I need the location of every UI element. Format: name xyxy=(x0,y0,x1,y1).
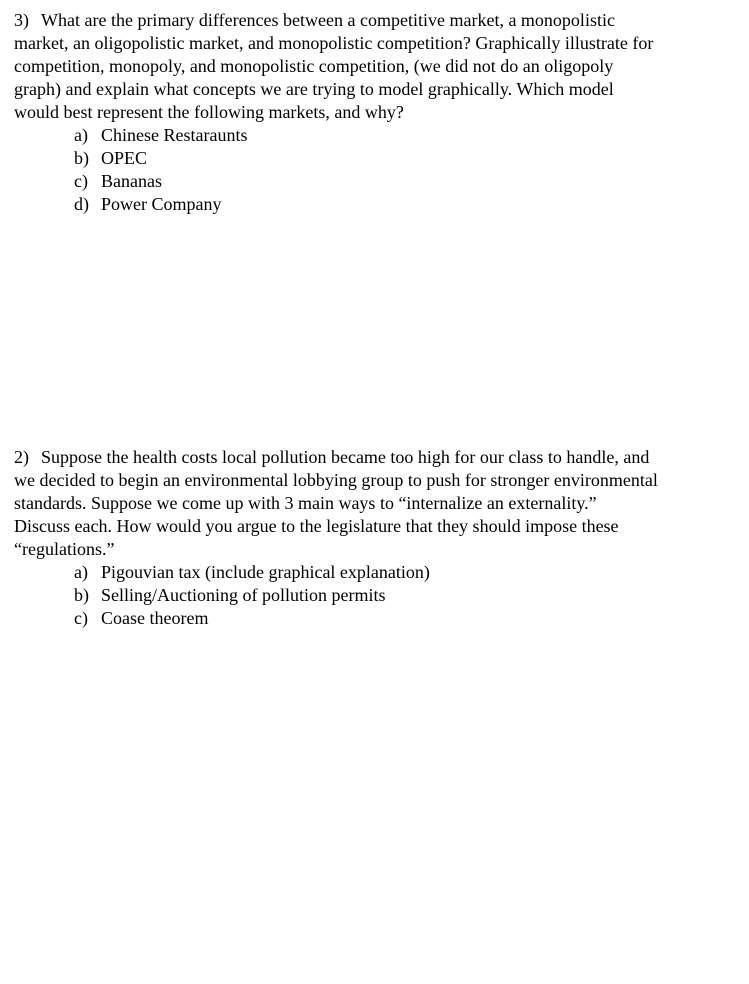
list-item-marker: c) xyxy=(74,608,88,628)
question-2-text-line: Suppose the health costs local pollution became too high for our class to handle, and xyxy=(41,447,650,467)
question-3-line-4: graph) and explain what concepts we are trying to model graphically. Which model xyxy=(14,79,614,99)
question-3 xyxy=(14,9,736,216)
list-item-text: Coase theorem xyxy=(101,608,209,628)
question-3-number: 3) xyxy=(14,10,29,30)
list-item-text: Bananas xyxy=(101,171,162,191)
question-3-item-list xyxy=(14,124,736,216)
list-item-marker: d) xyxy=(74,194,89,214)
list-item xyxy=(14,561,736,584)
list-item xyxy=(14,193,736,216)
question-2-line-2: we decided to begin an environmental lobbying group to push for stronger environmental xyxy=(14,470,658,490)
list-item xyxy=(14,584,736,607)
question-2-line-3: standards. Suppose we come up with 3 main ways to “internalize an externality.” xyxy=(14,493,597,513)
list-item-marker: c) xyxy=(74,171,88,191)
question-2-line-5: “regulations.” xyxy=(14,539,115,559)
list-item-text: OPEC xyxy=(101,148,148,168)
question-3-line-1 xyxy=(14,9,736,32)
list-item-marker: b) xyxy=(74,585,89,605)
question-2-number: 2) xyxy=(14,447,29,467)
list-item-text: Power Company xyxy=(101,194,222,214)
list-item xyxy=(14,607,736,630)
question-3-text-line: What are the primary differences between a competitive market, a monopolistic xyxy=(41,10,615,30)
list-item xyxy=(14,147,736,170)
question-3-line-5: would best represent the following markets, and why? xyxy=(14,102,404,122)
question-2-line-1 xyxy=(14,446,736,469)
list-item-text: Selling/Auctioning of pollution permits xyxy=(101,585,386,605)
list-item xyxy=(14,170,736,193)
list-item-marker: b) xyxy=(74,148,89,168)
list-item xyxy=(14,124,736,147)
question-2-line-4: Discuss each. How would you argue to the legislature that they should impose these xyxy=(14,516,619,536)
list-item-text: Pigouvian tax (include graphical explanation) xyxy=(101,562,430,582)
list-item-text: Chinese Restaraunts xyxy=(101,125,248,145)
question-2 xyxy=(14,446,736,630)
list-item-marker: a) xyxy=(74,125,88,145)
question-3-line-3: competition, monopoly, and monopolistic competition, (we did not do an oligopoly xyxy=(14,56,614,76)
question-3-line-2: market, an oligopolistic market, and monopolistic competition? Graphically illustrate for xyxy=(14,33,654,53)
question-2-item-list xyxy=(14,561,736,630)
list-item-marker: a) xyxy=(74,562,88,582)
